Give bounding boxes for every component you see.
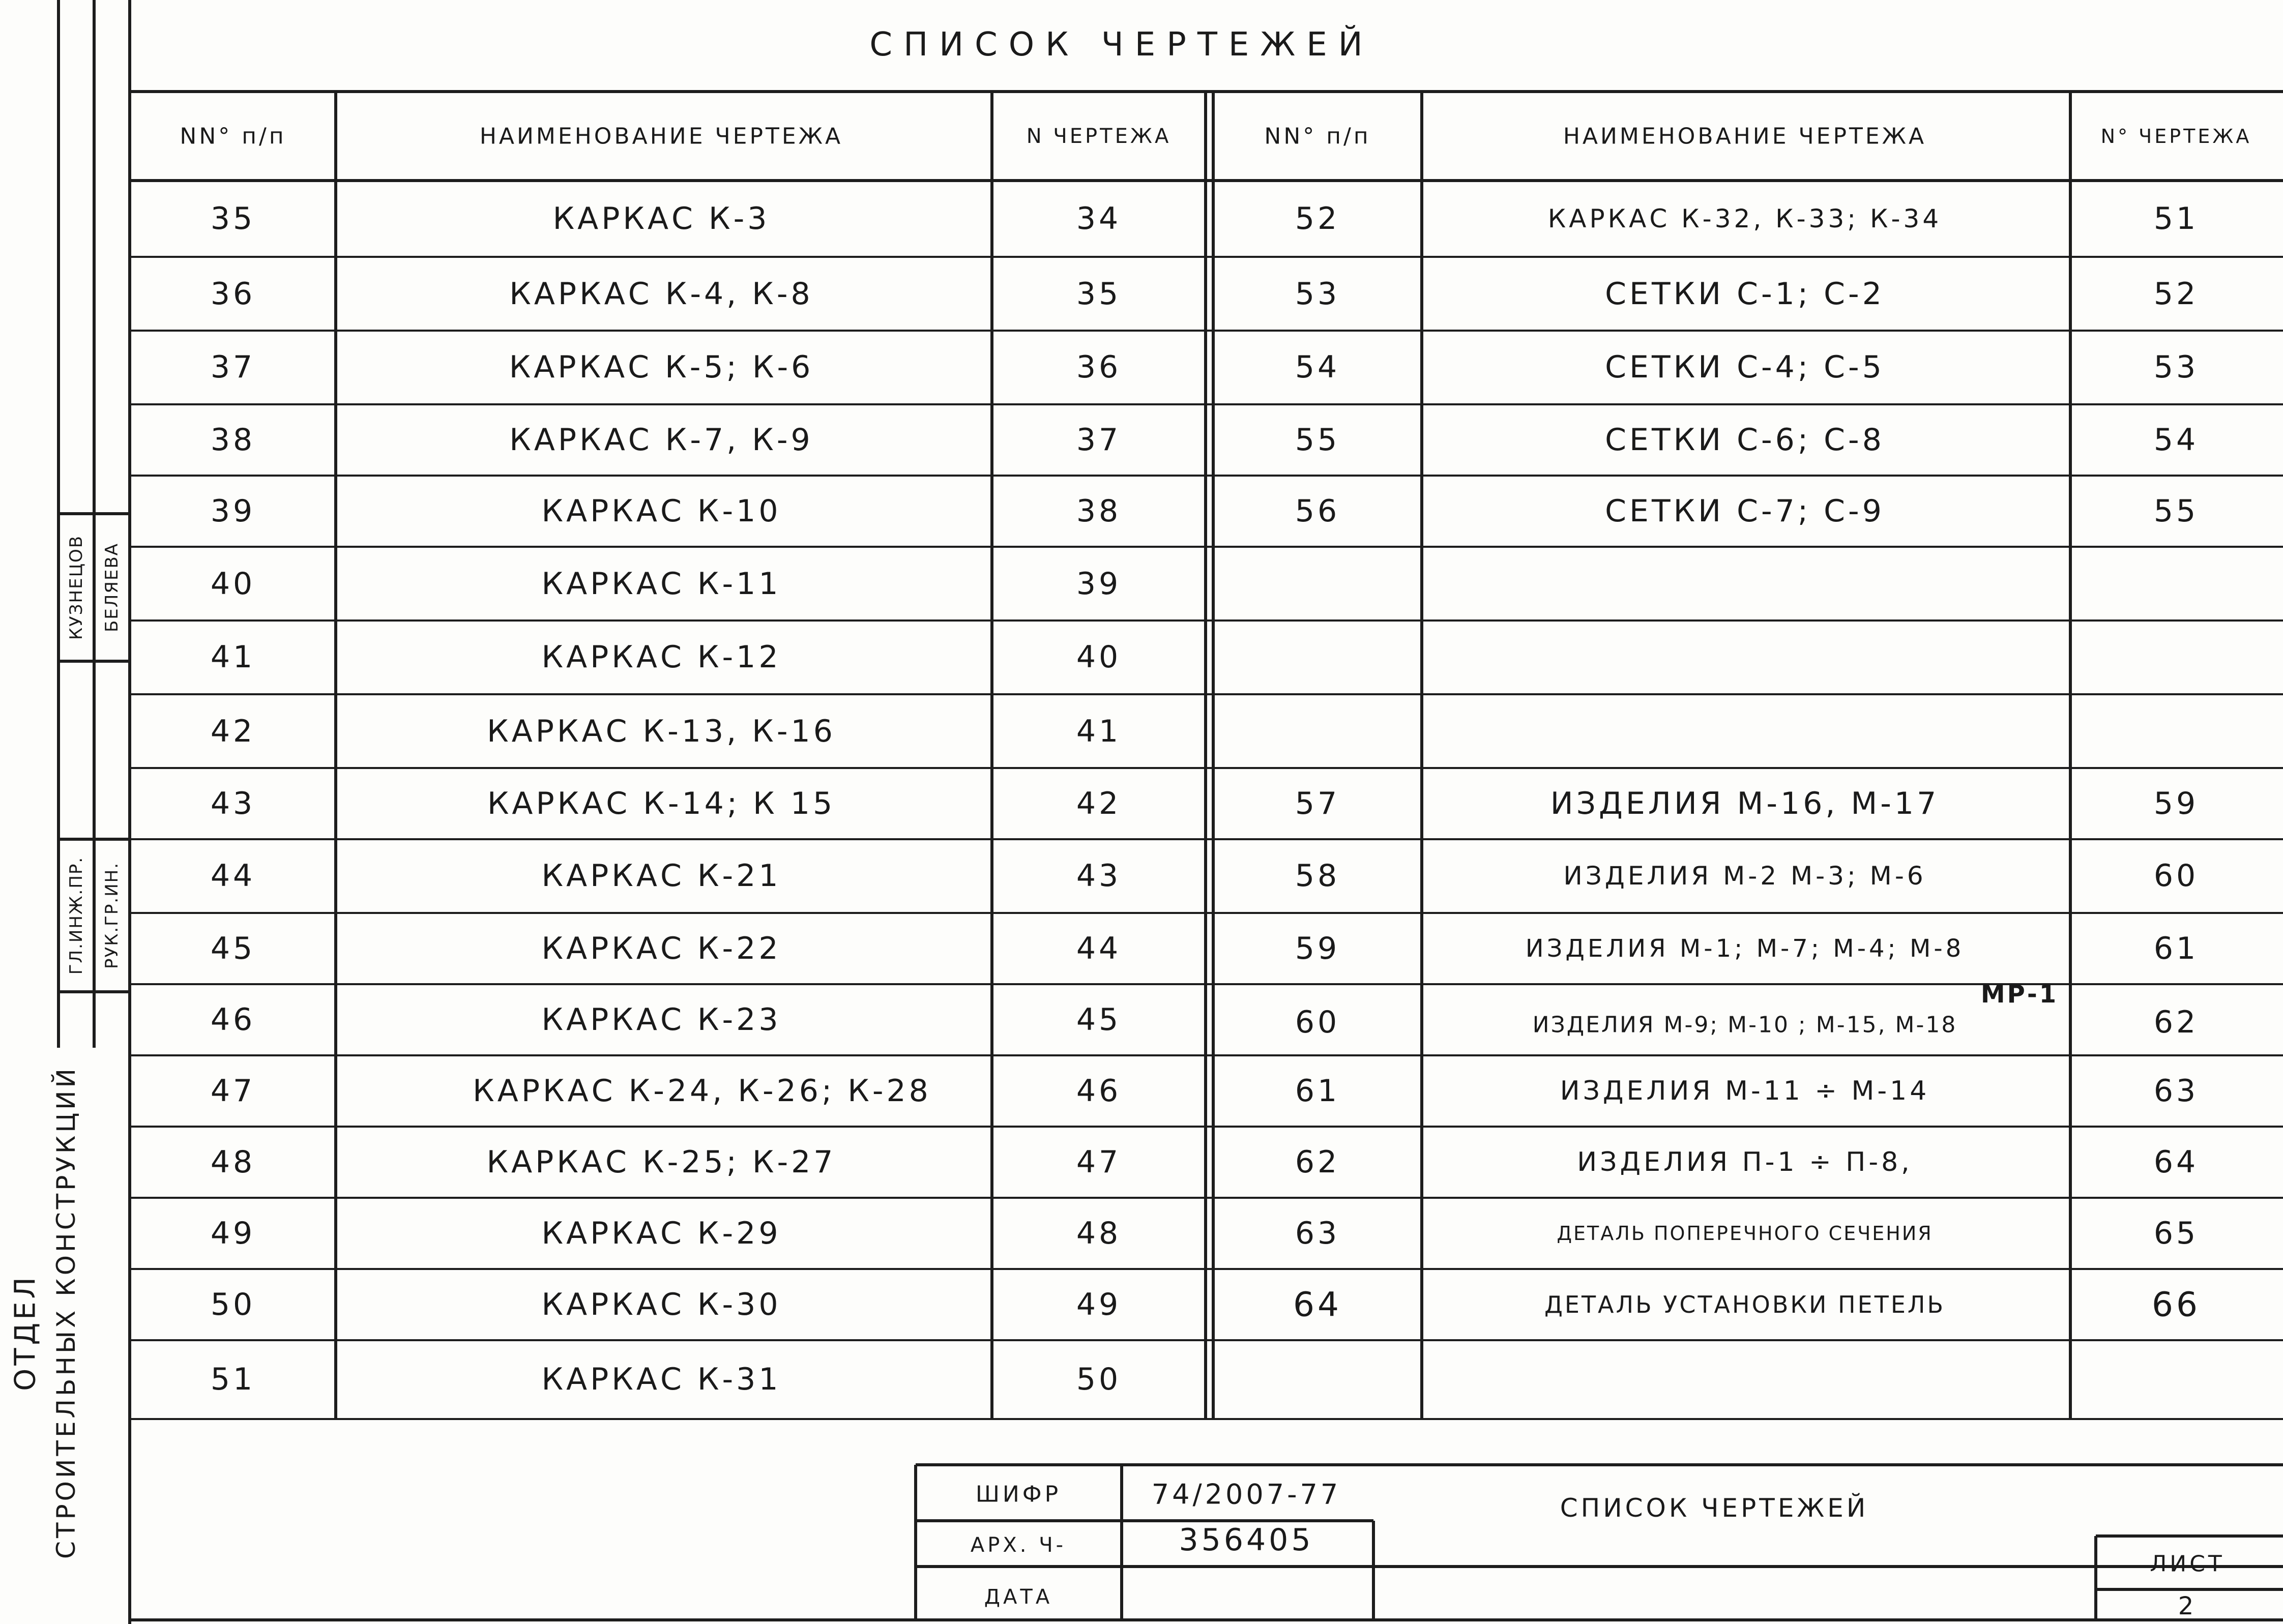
left-row-name: КАРКАС К-5; К-6 — [509, 349, 814, 385]
left-row-drawing: 38 — [1076, 493, 1122, 529]
right-row-name: ИЗДЕЛИЯ М-9; М-10 ; М-15, М-18 — [1532, 1012, 1957, 1038]
right-row-num: 52 — [1295, 201, 1340, 237]
right-row-name: ДЕТАЛЬ ПОПЕРЕЧНОГО СЕЧЕНИЯ — [1557, 1222, 1933, 1245]
dept-name: СТРОИТЕЛЬНЫХ КОНСТРУКЦИЙ — [51, 1066, 81, 1559]
left-row-num: 41 — [210, 639, 256, 675]
sheet-label: ЛИСТ — [2150, 1551, 2225, 1577]
left-row-drawing: 49 — [1076, 1287, 1122, 1322]
left-row-drawing: 43 — [1076, 858, 1122, 894]
left-row-num: 47 — [210, 1073, 256, 1109]
left-row-name: КАРКАС К-23 — [541, 1002, 781, 1038]
left-row-name: КАРКАС К-24, К-26; К-28 — [473, 1073, 931, 1109]
right-row-name: СЕТКИ С-1; С-2 — [1605, 276, 1885, 312]
left-row-name: КАРКАС К-4, К-8 — [509, 276, 813, 312]
right-row-num: 64 — [1293, 1285, 1342, 1324]
right-row-num: 53 — [1295, 276, 1340, 312]
left-row-num: 46 — [210, 1002, 256, 1038]
left-row-name: КАРКАС К-13, К-16 — [487, 714, 836, 749]
left-row-num: 48 — [210, 1144, 256, 1180]
left-row-drawing: 47 — [1076, 1144, 1122, 1180]
dept-label: ОТДЕЛ — [9, 1274, 42, 1391]
header-name-right: НАИМЕНОВАНИЕ ЧЕРТЕЖА — [1563, 123, 1927, 150]
header-num: NN° п/п — [180, 123, 286, 150]
left-row-num: 37 — [210, 349, 256, 385]
right-row-drawing: 55 — [2153, 493, 2199, 529]
left-row-drawing: 45 — [1076, 1002, 1122, 1038]
left-row-drawing: 41 — [1076, 714, 1122, 749]
right-row-num: 60 — [1295, 1005, 1340, 1040]
right-row-drawing: 52 — [2153, 276, 2199, 312]
right-row-drawing: 65 — [2153, 1216, 2199, 1251]
right-row-num: 62 — [1295, 1144, 1340, 1180]
left-row-name: КАРКАС К-12 — [541, 639, 781, 675]
right-row-num: 59 — [1295, 931, 1340, 966]
left-row-name: КАРКАС К-7, К-9 — [509, 422, 813, 458]
right-row-name: КАРКАС К-32, К-33; К-34 — [1547, 204, 1942, 233]
left-row-drawing: 37 — [1076, 422, 1122, 458]
sheet-number: 2 — [2178, 1592, 2197, 1620]
header-num-right: NN° п/п — [1264, 123, 1371, 150]
left-row-drawing: 36 — [1076, 349, 1122, 385]
right-row-num: 58 — [1295, 858, 1340, 894]
left-row-name: КАРКАС К-31 — [541, 1362, 781, 1397]
left-row-num: 51 — [210, 1362, 256, 1397]
right-row-num: 61 — [1295, 1073, 1340, 1109]
right-row-drawing: 64 — [2153, 1144, 2199, 1180]
left-row-name: КАРКАС К-25; К-27 — [486, 1144, 836, 1180]
left-row-num: 36 — [210, 276, 256, 312]
right-row-name: ИЗДЕЛИЯ М-2 М-3; М-6 — [1563, 861, 1926, 891]
role-chief-engineer: ГЛ.ИНЖ.ПР. — [66, 856, 86, 975]
left-row-name: КАРКАС К-14; К 15 — [487, 786, 836, 821]
left-row-num: 49 — [210, 1216, 256, 1251]
right-row-name: ИЗДЕЛИЯ М-1; М-7; М-4; М-8 — [1525, 934, 1965, 963]
right-row-num: 55 — [1295, 422, 1340, 458]
left-row-num: 44 — [210, 858, 256, 894]
left-row-num: 40 — [210, 566, 256, 602]
left-row-name: КАРКАС К-21 — [541, 858, 781, 894]
date-label: ДАТА — [984, 1585, 1053, 1609]
right-row-name: СЕТКИ С-4; С-5 — [1605, 349, 1885, 385]
shifr-value: 74/2007-77 — [1151, 1478, 1341, 1511]
left-row-name: КАРКАС К-29 — [541, 1216, 781, 1251]
right-row-drawing: 54 — [2153, 422, 2199, 458]
header-name: НАИМЕНОВАНИЕ ЧЕРТЕЖА — [479, 123, 843, 150]
right-row-drawing: 60 — [2153, 858, 2199, 894]
left-row-drawing: 42 — [1076, 786, 1122, 821]
left-row-drawing: 34 — [1076, 201, 1122, 237]
right-row-num: 63 — [1295, 1216, 1340, 1251]
left-row-num: 50 — [210, 1287, 256, 1322]
left-row-drawing: 48 — [1076, 1216, 1122, 1251]
right-row-num: 54 — [1295, 349, 1340, 385]
arch-value: 356405 — [1179, 1522, 1314, 1558]
left-row-drawing: 44 — [1076, 931, 1122, 966]
left-row-drawing: 50 — [1076, 1362, 1122, 1397]
right-row-num: 57 — [1295, 786, 1340, 821]
right-row-name: ИЗДЕЛИЯ М-11 ÷ М-14 — [1560, 1076, 1930, 1106]
right-row-drawing: 63 — [2153, 1073, 2199, 1109]
left-row-name: КАРКАС К-22 — [541, 931, 781, 966]
left-row-num: 35 — [210, 201, 256, 237]
header-drawing-no-right: N° ЧЕРТЕЖА — [2100, 125, 2252, 147]
right-row-drawing: 53 — [2153, 349, 2199, 385]
left-row-drawing: 35 — [1076, 276, 1122, 312]
left-row-drawing: 46 — [1076, 1073, 1122, 1109]
left-row-num: 42 — [210, 714, 256, 749]
right-row-name: СЕТКИ С-6; С-8 — [1605, 422, 1885, 458]
left-row-num: 45 — [210, 931, 256, 966]
left-row-drawing: 39 — [1076, 566, 1122, 602]
left-row-name: КАРКАС К-10 — [541, 493, 781, 529]
left-row-num: 38 — [210, 422, 256, 458]
left-row-num: 43 — [210, 786, 256, 821]
left-row-num: 39 — [210, 493, 256, 529]
right-row-name: ДЕТАЛЬ УСТАНОВКИ ПЕТЕЛЬ — [1544, 1291, 1946, 1318]
right-row-drawing: 66 — [2152, 1285, 2201, 1324]
shifr-label: ШИФР — [975, 1481, 1062, 1508]
left-row-name: КАРКАС К-11 — [541, 566, 781, 602]
left-row-name: КАРКАС К-30 — [541, 1287, 781, 1322]
note-mp: МР-1 — [1980, 980, 2059, 1009]
right-row-name: СЕТКИ С-7; С-9 — [1605, 493, 1885, 529]
sheet-title: СПИСОК ЧЕРТЕЖЕЙ — [869, 26, 1374, 64]
right-row-drawing: 59 — [2153, 786, 2199, 821]
arch-label: АРХ. Ч- — [970, 1533, 1067, 1557]
right-row-drawing: 62 — [2153, 1005, 2199, 1040]
name-kuznetsov: КУЗНЕЦОВ — [66, 535, 86, 640]
right-row-drawing: 61 — [2153, 931, 2199, 966]
right-row-drawing: 51 — [2153, 201, 2199, 237]
right-row-name: ИЗДЕЛИЯ П-1 ÷ П-8, — [1577, 1147, 1913, 1177]
right-row-name: ИЗДЕЛИЯ М-16, М-17 — [1550, 786, 1940, 821]
header-drawing-no: N ЧЕРТЕЖА — [1026, 125, 1172, 148]
doc-title: СПИСОК ЧЕРТЕЖЕЙ — [1560, 1493, 1869, 1523]
left-row-drawing: 40 — [1076, 639, 1122, 675]
name-belyaeva: БЕЛЯЕВА — [102, 542, 122, 633]
right-row-num: 56 — [1295, 493, 1340, 529]
role-group-lead: РУК.ГР.ИН. — [102, 862, 122, 969]
left-row-name: КАРКАС К-3 — [552, 201, 770, 237]
